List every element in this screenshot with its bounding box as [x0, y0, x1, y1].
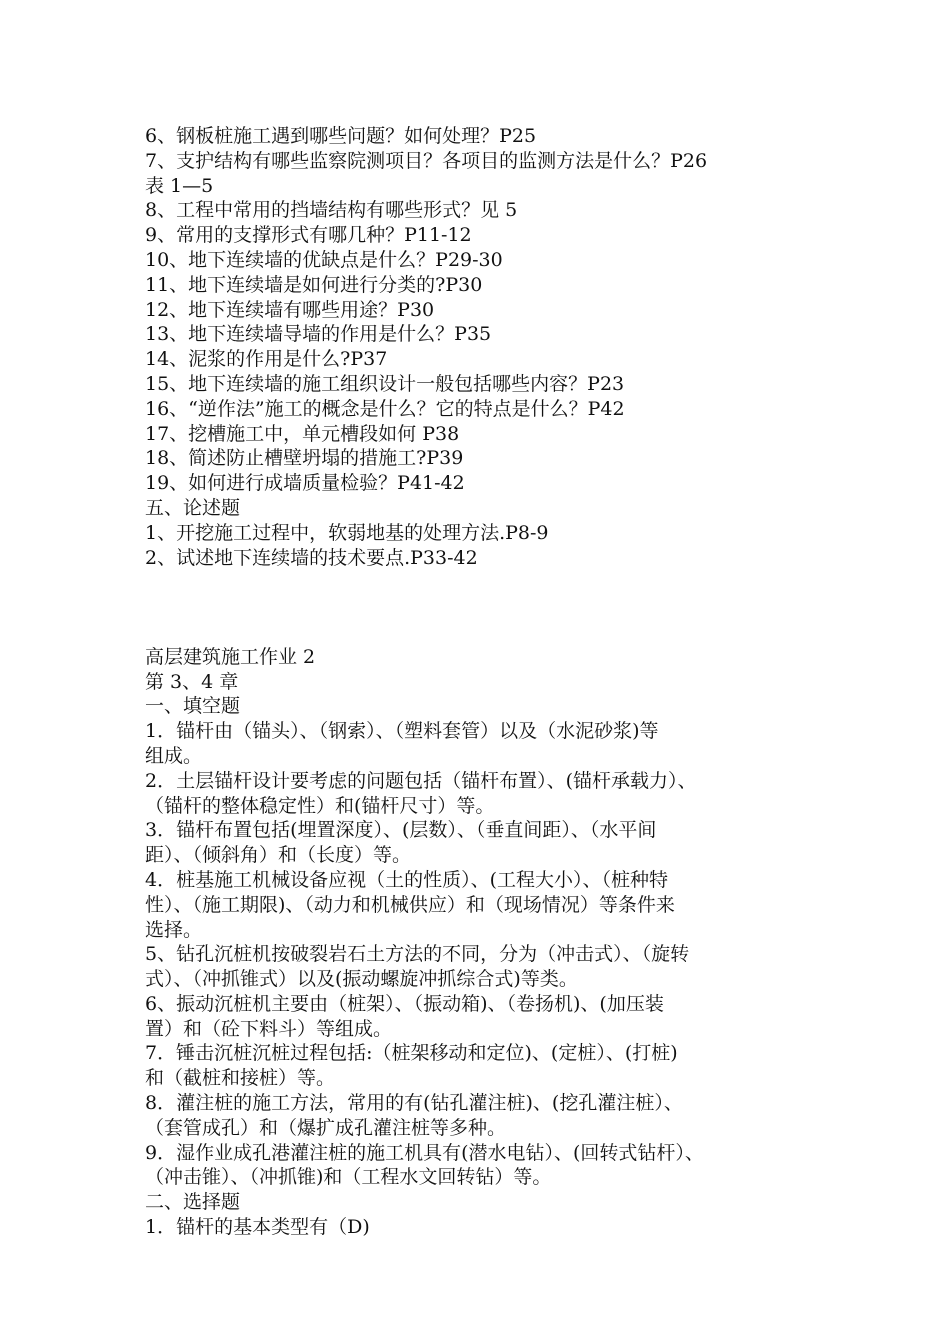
- assignment-title: 高层建筑施工作业 2: [145, 645, 316, 668]
- text-line: 1．锚杆的基本类型有（D): [145, 1216, 370, 1239]
- question-list-part-a: [145, 124, 835, 570]
- text-line: 距）、（倾斜角）和（长度）等。: [145, 844, 412, 867]
- document-page: [145, 124, 835, 1240]
- section-heading: 五、论述题: [145, 496, 241, 519]
- text-line: 17、挖槽施工中，单元槽段如何 P38: [145, 422, 460, 445]
- text-line: 和（截桩和接桩）等。: [145, 1067, 336, 1090]
- text-line: 选择。: [145, 918, 203, 941]
- text-line: 12、地下连续墙有哪些用途？P30: [145, 298, 435, 321]
- text-line: 7．锤击沉桩沉桩过程包括:（桩架移动和定位)、(定桩）、(打桩): [145, 1042, 678, 1065]
- text-line: 式）、（冲抓锥式）以及(振动螺旋冲抓综合式)等类。: [145, 968, 578, 991]
- text-line: 9、常用的支撑形式有哪几种？P11-12: [145, 224, 472, 247]
- text-line: 表 1—5: [145, 174, 214, 197]
- question-list-part-b: [145, 645, 835, 1240]
- text-line: 5、钻孔沉桩机按破裂岩石土方法的不同，分为（冲击式）、（旋转: [145, 943, 690, 966]
- text-line: 2、试述地下连续墙的技术要点.P33-42: [145, 546, 478, 569]
- text-line: 4．桩基施工机械设备应视（土的性质）、(工程大小）、（桩种特: [145, 868, 669, 891]
- text-line: 8、工程中常用的挡墙结构有哪些形式？见 5: [145, 199, 518, 222]
- text-line: 13、地下连续墙导墙的作用是什么？P35: [145, 323, 492, 346]
- text-line: 组成。: [145, 744, 203, 767]
- text-line: 6、振动沉桩机主要由（桩架）、（振动箱)、（卷扬机)、(加压装: [145, 992, 664, 1015]
- text-line: 3．锚杆布置包括(埋置深度）、(层数）、（垂直间距）、（水平间: [145, 819, 657, 842]
- text-line: 性）、（施工期限)、（动力和机械供应）和（现场情况）等条件来: [145, 893, 675, 916]
- text-line: 16、“逆作法”施工的概念是什么？它的特点是什么？P42: [145, 397, 625, 420]
- text-line: （锚杆的整体稳定性）和(锚杆尺寸）等。: [145, 794, 495, 817]
- chapter-heading: 第 3、4 章: [145, 670, 239, 693]
- text-line: 10、地下连续墙的优缺点是什么？P29-30: [145, 248, 503, 271]
- text-line: 1．锚杆由（锚头）、（钢索）、（塑料套管）以及（水泥砂浆)等: [145, 720, 659, 743]
- text-line: 6、钢板桩施工遇到哪些问题？如何处理？P25: [145, 125, 537, 147]
- text-line: （套管成孔）和（爆扩成孔灌注桩等多种。: [145, 1116, 507, 1139]
- section-heading: 二、选择题: [145, 1191, 241, 1214]
- text-line: 18、简述防止槽壁坍塌的措施工?P39: [145, 447, 464, 470]
- text-line: 1、开挖施工过程中，软弱地基的处理方法.P8-9: [145, 521, 549, 544]
- section-heading: 一、填空题: [145, 695, 241, 718]
- text-line: 15、地下连续墙的施工组织设计一般包括哪些内容？P23: [145, 372, 625, 395]
- text-line: 置）和（砼下料斗）等组成。: [145, 1017, 393, 1040]
- text-line: 11、地下连续墙是如何进行分类的?P30: [145, 273, 483, 296]
- text-line: 19、如何进行成墙质量检验？P41-42: [145, 472, 465, 495]
- text-line: 14、泥浆的作用是什么?P37: [145, 348, 388, 371]
- text-line: 8．灌注桩的施工方法，常用的有(钻孔灌注桩)、(挖孔灌注桩）、: [145, 1092, 683, 1115]
- text-line: 9．湿作业成孔港灌注桩的施工机具有(潜水电钻）、(回转式钻杆）、: [145, 1141, 704, 1164]
- text-line: 2．土层锚杆设计要考虑的问题包括（锚杆布置）、(锚杆承载力）、: [145, 769, 697, 792]
- text-line: 7、支护结构有哪些监察院测项目？各项目的监测方法是什么？P26: [145, 149, 708, 172]
- text-line: （冲击锥）、（冲抓锥)和（工程水文回转钻）等。: [145, 1166, 552, 1189]
- blank-gap: [145, 570, 835, 644]
